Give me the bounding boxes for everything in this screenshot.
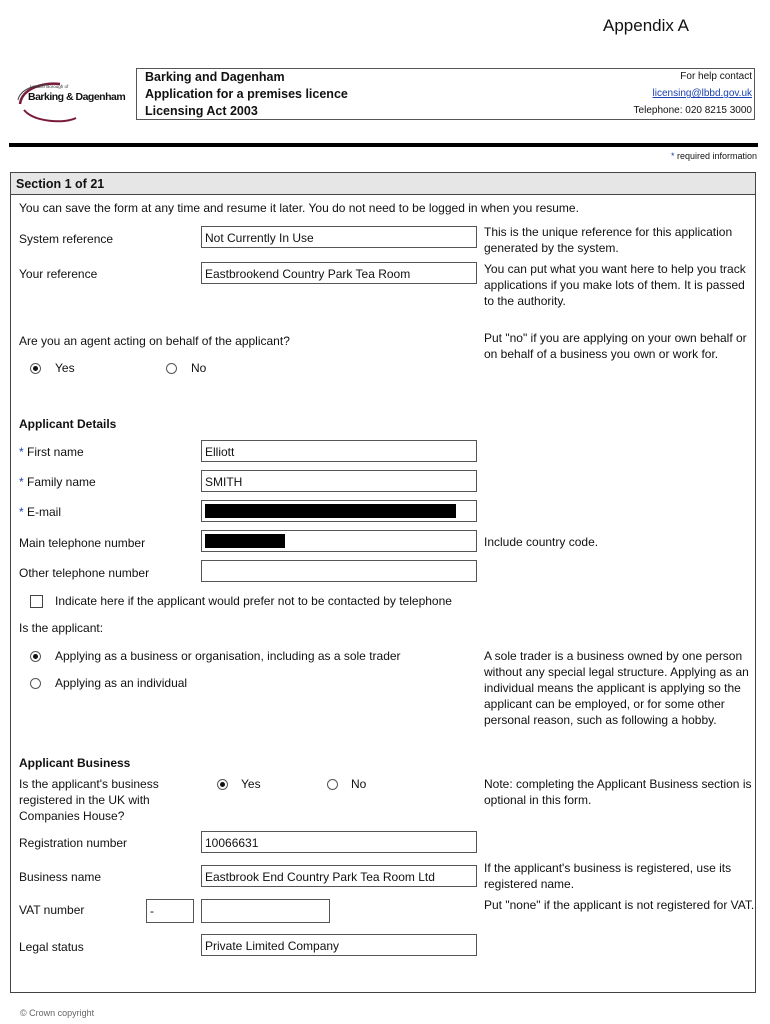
registered-yes-radio[interactable]: [217, 779, 228, 790]
email-label-text: E-mail: [27, 505, 62, 519]
help-email-link[interactable]: licensing@lbbd.gov.uk: [652, 88, 752, 99]
first-name-label-text: First name: [27, 445, 84, 459]
other-phone-field[interactable]: [201, 560, 477, 582]
business-name-help: If the applicant's business is registered, use its registered name.: [484, 861, 732, 891]
business-option-label: Applying as a business or organisation, including as a sole trader: [55, 649, 401, 663]
business-optional-note: Note: completing the Applicant Business section is optional in this form.: [484, 777, 752, 807]
your-reference-help: You can put what you want here to help you track applications if you make lots of them. It is passed to the authority.: [484, 262, 746, 308]
applicant-business-heading: Applicant Business: [19, 756, 131, 770]
main-phone-help: Include country code.: [484, 535, 599, 549]
no-phone-contact-label: Indicate here if the applicant would prefer not to be contacted by telephone: [55, 594, 452, 608]
copyright-footer: © Crown copyright: [20, 1008, 95, 1018]
individual-option-radio[interactable]: [30, 678, 41, 689]
agent-yes-label: Yes: [55, 361, 75, 375]
legal-status-label: Legal status: [19, 940, 84, 954]
appendix-label: Appendix A: [603, 16, 690, 35]
applicant-type-help: A sole trader is a business owned by one person without any special legal structure. Applying as an individual means the applicant is applying so the applicant can be employed, or for some other personal reason, such as following a hobby.: [484, 649, 749, 727]
phone-redaction: [205, 534, 285, 548]
no-phone-contact-checkbox[interactable]: [30, 595, 43, 608]
form-title: Application for a premises licence: [145, 87, 348, 101]
help-phone: Telephone: 020 8215 3000: [633, 105, 752, 116]
registered-no-label: No: [351, 777, 367, 791]
agent-help: Put "no" if you are applying on your own behalf or on behalf of a business you own or work for.: [484, 331, 747, 361]
business-option-radio[interactable]: [30, 651, 41, 662]
council-name: Barking and Dagenham: [145, 70, 285, 84]
logo-text: Barking & Dagenham: [28, 91, 126, 103]
registered-yes-label: Yes: [241, 777, 261, 791]
family-name-label-text: Family name: [27, 475, 96, 489]
first-name-required-star: *: [19, 445, 24, 459]
family-name-field[interactable]: SMITH: [201, 470, 477, 492]
agent-yes-radio[interactable]: [30, 363, 41, 374]
logo-small-text: London Borough of: [30, 84, 69, 89]
registered-no-radio[interactable]: [327, 779, 338, 790]
main-phone-label: Main telephone number: [19, 536, 146, 550]
vat-number-field[interactable]: [201, 899, 330, 923]
header-divider: [9, 143, 758, 147]
vat-help: Put "none" if the applicant is not registered for VAT.: [484, 898, 755, 912]
council-logo: [14, 78, 132, 124]
individual-option-label: Applying as an individual: [55, 676, 188, 690]
your-reference-field[interactable]: Eastbrookend Country Park Tea Room: [201, 262, 477, 284]
intro-text: You can save the form at any time and resume it later. You do not need to be logged in when you resume.: [19, 201, 579, 215]
other-phone-label: Other telephone number: [19, 566, 150, 580]
vat-number-label: VAT number: [19, 903, 85, 917]
required-note: [671, 151, 757, 161]
email-required-star: *: [19, 505, 24, 519]
email-label: [19, 505, 61, 519]
vat-prefix-field[interactable]: -: [146, 899, 194, 923]
is-applicant-label: Is the applicant:: [19, 621, 104, 635]
system-reference-help: This is the unique reference for this application generated by the system.: [484, 225, 733, 255]
business-name-field[interactable]: Eastbrook End Country Park Tea Room Ltd: [201, 865, 477, 887]
family-name-label: [19, 475, 96, 489]
system-reference-label: System reference: [19, 232, 114, 246]
required-star: *: [670, 151, 675, 161]
help-contact-label: For help contact: [680, 71, 752, 82]
registration-number-field[interactable]: 10066631: [201, 831, 477, 853]
main-phone-field[interactable]: [201, 530, 477, 552]
family-name-required-star: *: [19, 475, 24, 489]
act-name: Licensing Act 2003: [145, 104, 258, 118]
agent-no-label: No: [191, 361, 207, 375]
agent-no-radio[interactable]: [166, 363, 177, 374]
system-reference-field[interactable]: Not Currently In Use: [201, 226, 477, 248]
required-note-text: required information: [674, 151, 757, 161]
applicant-details-heading: Applicant Details: [19, 417, 117, 431]
business-name-label: Business name: [19, 870, 102, 884]
registered-question: Is the applicant's business registered in the UK with Companies House?: [19, 777, 159, 823]
legal-status-field[interactable]: Private Limited Company: [201, 934, 477, 956]
email-field[interactable]: [201, 500, 477, 522]
registration-number-label: Registration number: [19, 836, 128, 850]
first-name-label: [19, 445, 84, 459]
your-reference-label: Your reference: [19, 267, 98, 281]
section-title: Section 1 of 21: [10, 172, 756, 195]
first-name-field[interactable]: Elliott: [201, 440, 477, 462]
email-redaction: [205, 504, 456, 518]
agent-question: Are you an agent acting on behalf of the applicant?: [19, 334, 290, 348]
